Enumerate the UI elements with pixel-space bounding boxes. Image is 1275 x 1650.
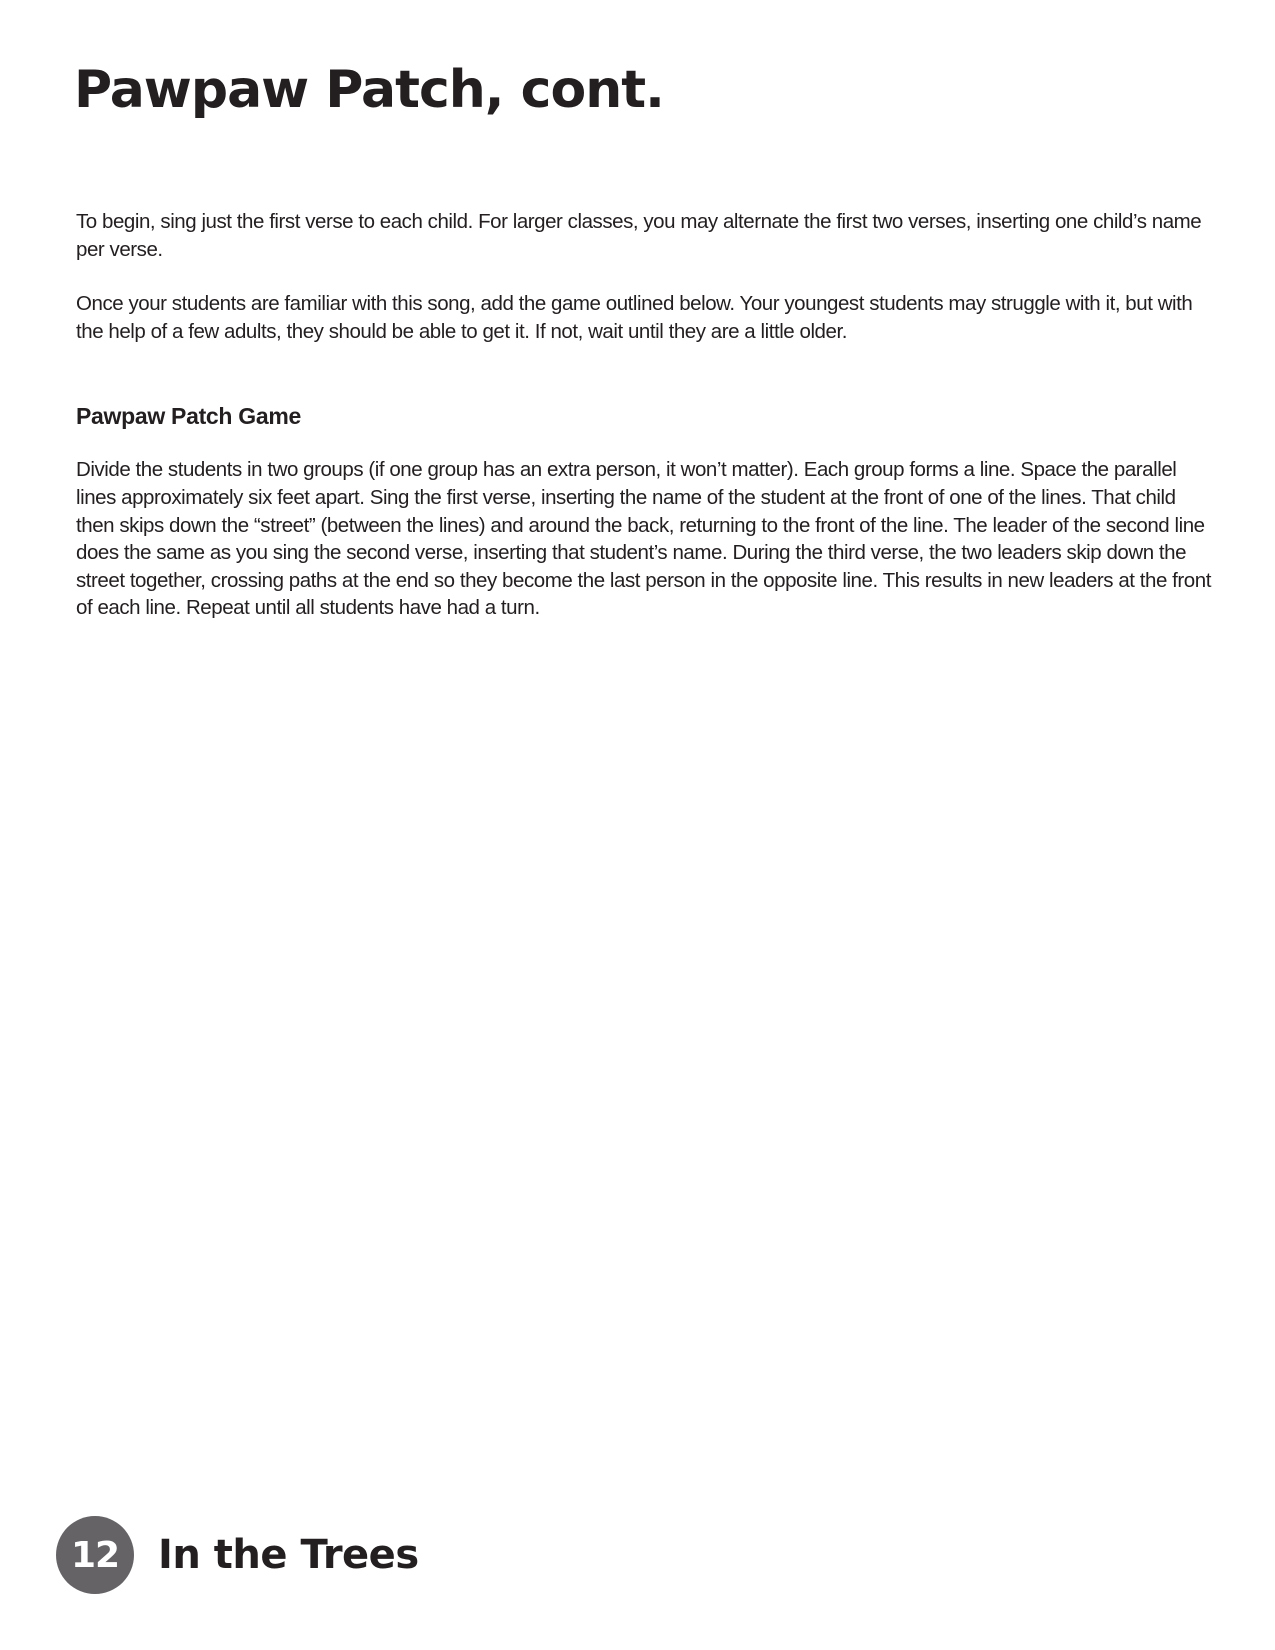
page-number-badge: 12	[56, 1516, 134, 1594]
chapter-title: In the Trees	[158, 1532, 419, 1578]
page-content	[76, 208, 1216, 622]
section-heading-game: Pawpaw Patch Game	[76, 403, 301, 430]
intro-paragraph-2: Once your students are familiar with this song, add the game outlined below. Your youngest students may struggle with it, but with the help of a few adults, they should be able to get it. If not, wait until they are a little older.	[76, 292, 1193, 343]
page-footer	[56, 1516, 419, 1594]
game-instructions-paragraph: Divide the students in two groups (if one group has an extra person, it won’t matter). Each group forms a line. Space the parallel lines approximately six feet apart. Sing the first verse, inserting the name of the student at the front of one of the lines. That child then skips down the “street” (between the lines) and around the back, returning to the front of the line. The leader of the second line does the same as you sing the second verse, inserting that student’s name. During the third verse, the two leaders skip down the street together, crossing paths at the end so they become the last person in the opposite line. This results in new leaders at the front of each line. Repeat until all students have had a turn.	[76, 458, 1211, 620]
page-title: Pawpaw Patch, cont.	[74, 60, 664, 120]
intro-paragraph-1: To begin, sing just the first verse to each child. For larger classes, you may alternate the first two verses, inserting one child’s name per verse.	[76, 210, 1202, 261]
